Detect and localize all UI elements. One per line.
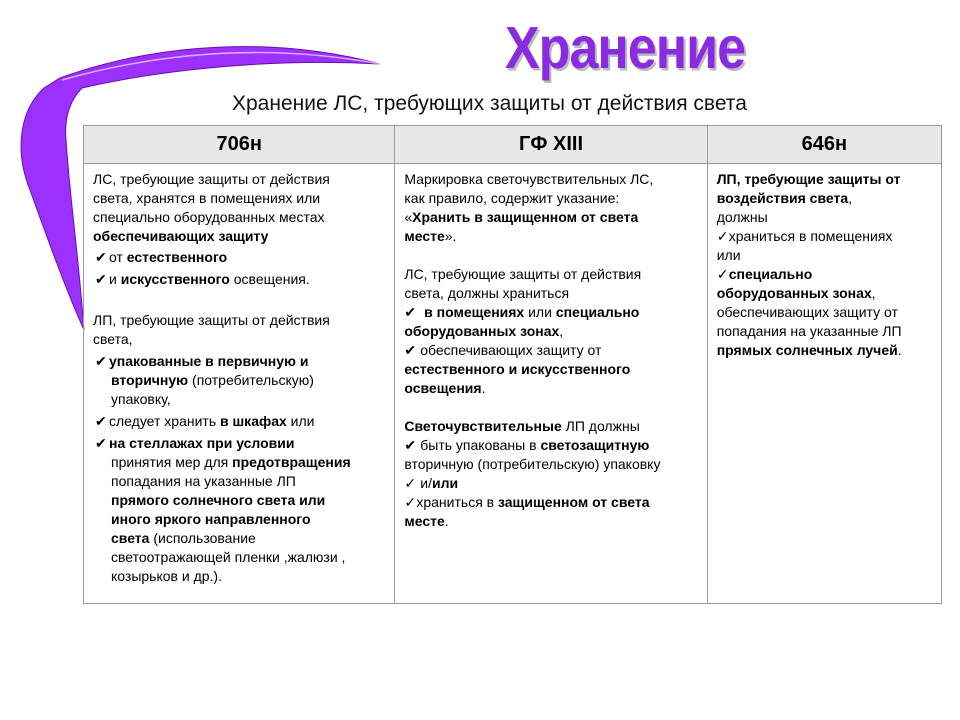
checkmark-icon: ✓	[716, 266, 729, 282]
header-gf-xiii: ГФ XIII	[395, 126, 707, 164]
text-line: попадания на указанные ЛП	[716, 323, 902, 339]
bullet-premises: ✓храниться в помещениях	[716, 228, 893, 244]
cell-gf-xiii	[395, 164, 707, 604]
bullet-protection: ✔ обеспечивающих защиту от естественного и искусственного освещения.	[404, 342, 631, 396]
bullet-artificial-light: ✔ и искусственного освещения.	[95, 271, 310, 287]
checkmark-icon: ✓	[716, 228, 729, 244]
text-line: специально оборудованных местах	[93, 209, 325, 225]
text-line: Маркировка светочувствительных ЛС,	[404, 171, 654, 187]
text-line: ЛП, требующие защиты от действия	[93, 312, 330, 328]
text-line: или	[716, 247, 741, 263]
checkmark-icon: ✓	[404, 494, 417, 510]
slide-subtitle: Хранение ЛС, требующих защиты от действия света	[232, 92, 747, 115]
bullet-and-or: ✓ и/или	[404, 475, 459, 491]
text-line: ЛС, требующие защиты от действия	[404, 266, 642, 282]
text-line: месте».	[404, 228, 457, 244]
bullet-cabinets: ✔ следует хранить в шкафах или	[95, 413, 315, 429]
text-line: как правило, содержит указание:	[404, 190, 620, 206]
checkmark-icon: ✔	[95, 413, 107, 429]
checkmark-icon: ✓	[404, 475, 417, 491]
text-line: прямых солнечных лучей.	[716, 342, 902, 358]
text-line: света, хранятся в помещениях или	[93, 190, 321, 206]
text-line: воздействия света,	[716, 190, 853, 206]
text-line: оборудованных зонах,	[716, 285, 876, 301]
text-line: «Хранить в защищенном от света	[404, 209, 639, 225]
text-line: Светочувствительные ЛП должны	[404, 418, 640, 434]
text-line: обеспечивающих защиту от	[716, 304, 898, 320]
header-646n: 646н	[707, 126, 941, 164]
slide-title: Хранение	[505, 15, 745, 82]
bullet-premises: ✔ в помещениях или специально оборудованных зонах,	[404, 304, 640, 339]
bullet-special-zones: ✓специально	[716, 266, 813, 282]
checkmark-icon: ✔	[95, 353, 107, 369]
cell-706n	[84, 164, 395, 604]
bullet-shelves: ✔ на стеллажах при условии принятия мер для предотвращения попадания на указанные ЛП прямого солнечного света или иного яркого направленного света (использование светоотражающей пленки ,жалюзи , козырьков и др.).	[95, 435, 351, 584]
checkmark-icon: ✔	[404, 342, 417, 358]
bullet-packaged: ✔ упакованные в первичную и вторичную (потребительскую) упаковку,	[95, 353, 314, 407]
table-row	[84, 164, 942, 604]
bullet-protected-place: ✓храниться в защищенном от света месте.	[404, 494, 650, 529]
text-line: света,	[93, 331, 133, 347]
checkmark-icon: ✔	[95, 271, 107, 287]
text-line: обеспечивающих защиту	[93, 228, 269, 244]
text-line: ЛС, требующие защиты от действия	[93, 171, 330, 187]
bullet-light-protective-package: ✔ быть упакованы в светозащитную вторичную (потребительскую) упаковку	[404, 437, 661, 472]
checkmark-icon: ✔	[95, 435, 107, 451]
storage-comparison-table	[83, 125, 942, 604]
table-header-row	[84, 126, 942, 164]
text-line: должны	[716, 209, 768, 225]
header-706n: 706н	[84, 126, 395, 164]
cell-646n	[707, 164, 941, 604]
checkmark-icon: ✔	[95, 249, 107, 265]
text-line: света, должны храниться	[404, 285, 570, 301]
checkmark-icon: ✔	[404, 304, 417, 320]
checkmark-icon: ✔	[404, 437, 417, 453]
bullet-natural-light: ✔ от естественного	[95, 249, 228, 265]
text-line: ЛП, требующие защиты от	[716, 171, 901, 187]
